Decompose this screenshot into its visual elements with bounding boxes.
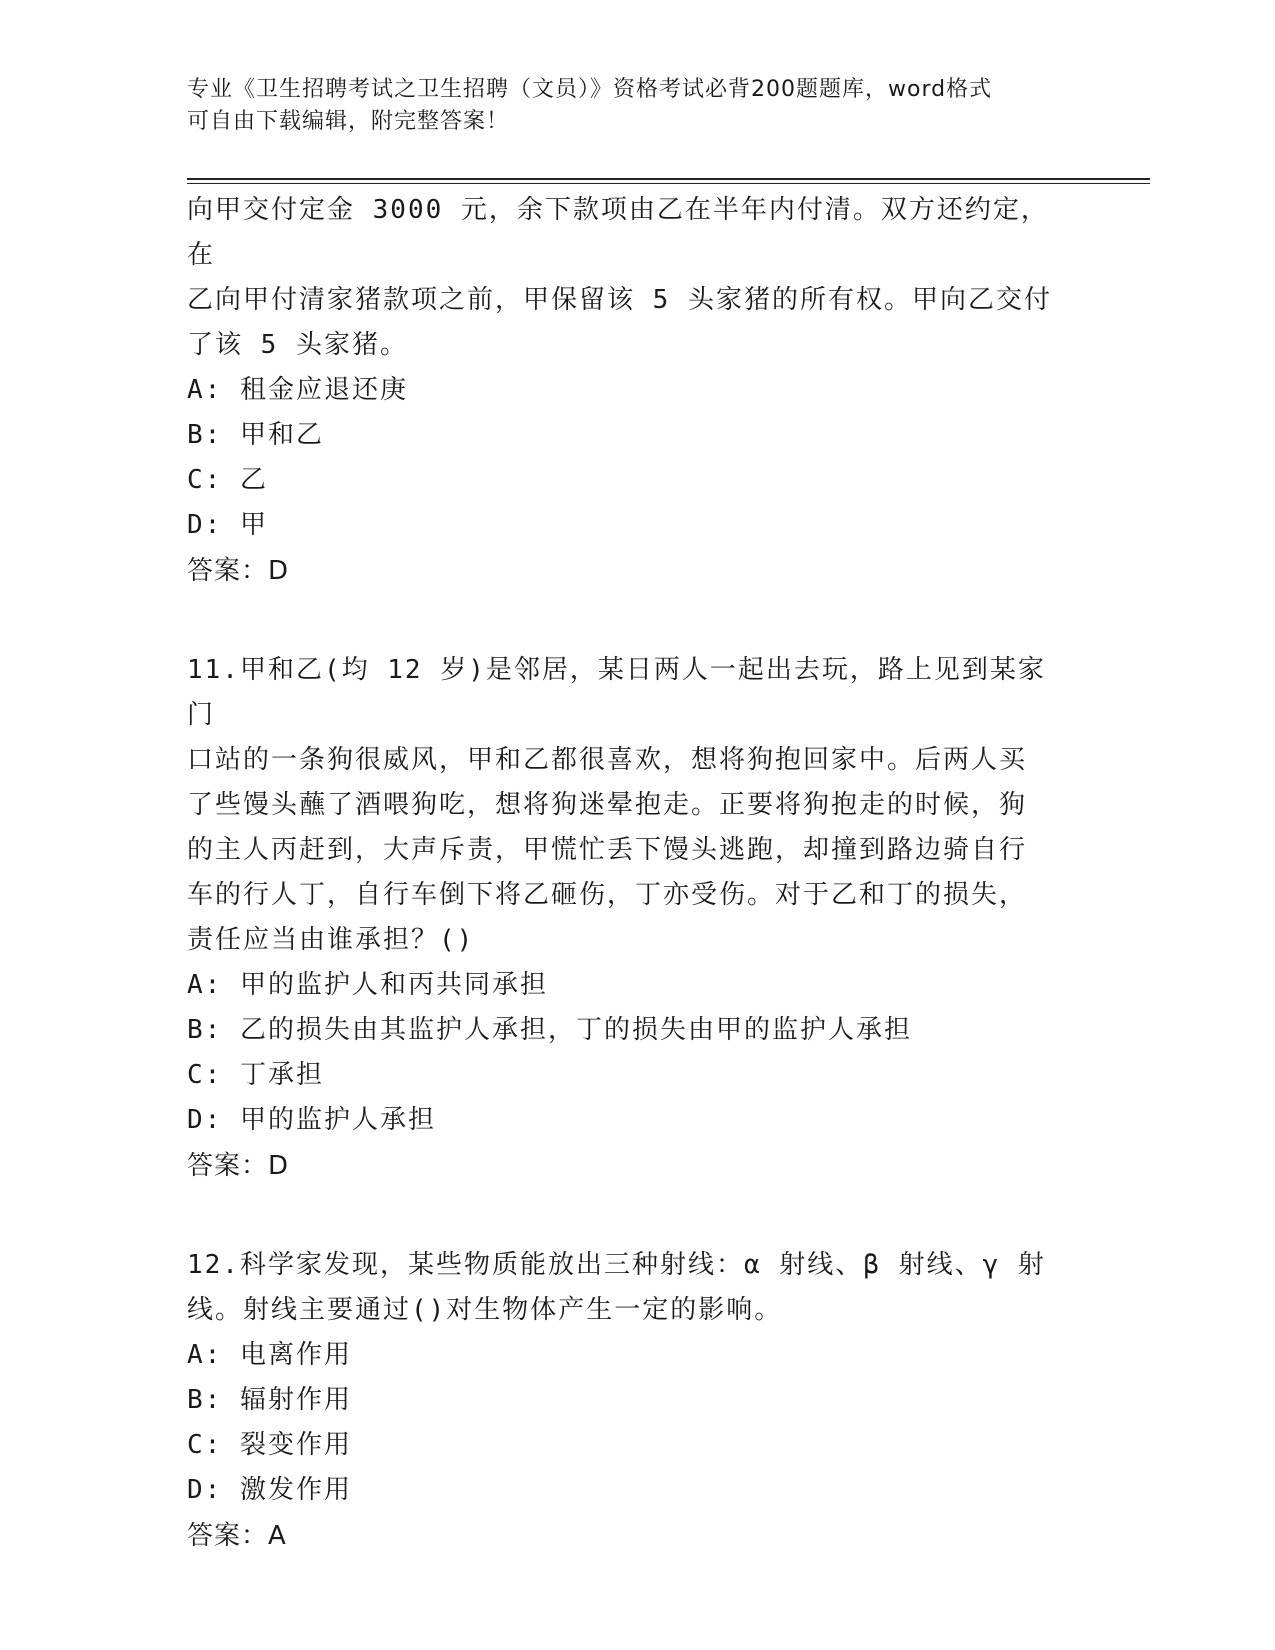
question-text-line: 车的行人丁，自行车倒下将乙砸伤，丁亦受伤。对于乙和丁的损失， [187, 880, 1028, 910]
question-text-line: 口站的一条狗很威风，甲和乙都很喜欢，想将狗抱回家中。后两人买 [187, 745, 1028, 775]
question-block-11 [187, 648, 1067, 1189]
question-text-line: 的主人丙赶到，大声斥责，甲慌忙丢下馒头逃跑，却撞到路边骑自行 [187, 835, 1028, 865]
document-header [187, 74, 1087, 138]
option-b: B: 乙的损失由其监护人承担，丁的损失由甲的监护人承担 [187, 1015, 912, 1045]
option-a: A: 电离作用 [187, 1340, 352, 1370]
answer-line: 答案：D [187, 556, 290, 586]
header-divider-thick [187, 178, 1150, 180]
option-a: A: 租金应退还庚 [187, 375, 408, 405]
option-d: D: 激发作用 [187, 1475, 352, 1505]
option-c: C: 裂变作用 [187, 1430, 352, 1460]
header-line-2: 可自由下载编辑，附完整答案！ [187, 109, 510, 134]
question-text-line: 了该 5 头家猪。 [187, 330, 408, 360]
option-b: B: 甲和乙 [187, 420, 324, 450]
question-text-line: 12.科学家发现，某些物质能放出三种射线：α 射线、β 射线、γ 射 [187, 1250, 1046, 1280]
option-a: A: 甲的监护人和丙共同承担 [187, 970, 548, 1000]
question-text-line: 11.甲和乙(均 12 岁)是邻居，某日两人一起出去玩，路上见到某家门 [187, 655, 1046, 730]
option-d: D: 甲的监护人承担 [187, 1105, 436, 1135]
option-c: C: 乙 [187, 465, 268, 495]
option-d: D: 甲 [187, 510, 268, 540]
question-spacer [187, 1189, 1067, 1243]
question-text-line: 责任应当由谁承担？() [187, 925, 475, 955]
option-c: C: 丁承担 [187, 1060, 324, 1090]
question-text-line: 线。射线主要通过()对生物体产生一定的影响。 [187, 1295, 783, 1325]
question-block-10 [187, 188, 1067, 594]
answer-line: 答案：D [187, 1151, 290, 1181]
option-b: B: 辐射作用 [187, 1385, 352, 1415]
question-list [187, 188, 1067, 1559]
question-text-line: 了些馒头蘸了酒喂狗吃，想将狗迷晕抱走。正要将狗抱走的时候，狗 [187, 790, 1028, 820]
header-divider-thin [187, 183, 1150, 184]
question-text-line: 乙向甲付清家猪款项之前，甲保留该 5 头家猪的所有权。甲向乙交付 [187, 285, 1052, 315]
question-block-12 [187, 1243, 1067, 1559]
question-spacer [187, 594, 1067, 648]
question-text-line: 向甲交付定金 3000 元，余下款项由乙在半年内付清。双方还约定，在 [187, 195, 1049, 270]
answer-line: 答案：A [187, 1521, 287, 1551]
header-line-1: 专业《卫生招聘考试之卫生招聘（文员）》资格考试必背200题题库，word格式 [187, 77, 993, 102]
